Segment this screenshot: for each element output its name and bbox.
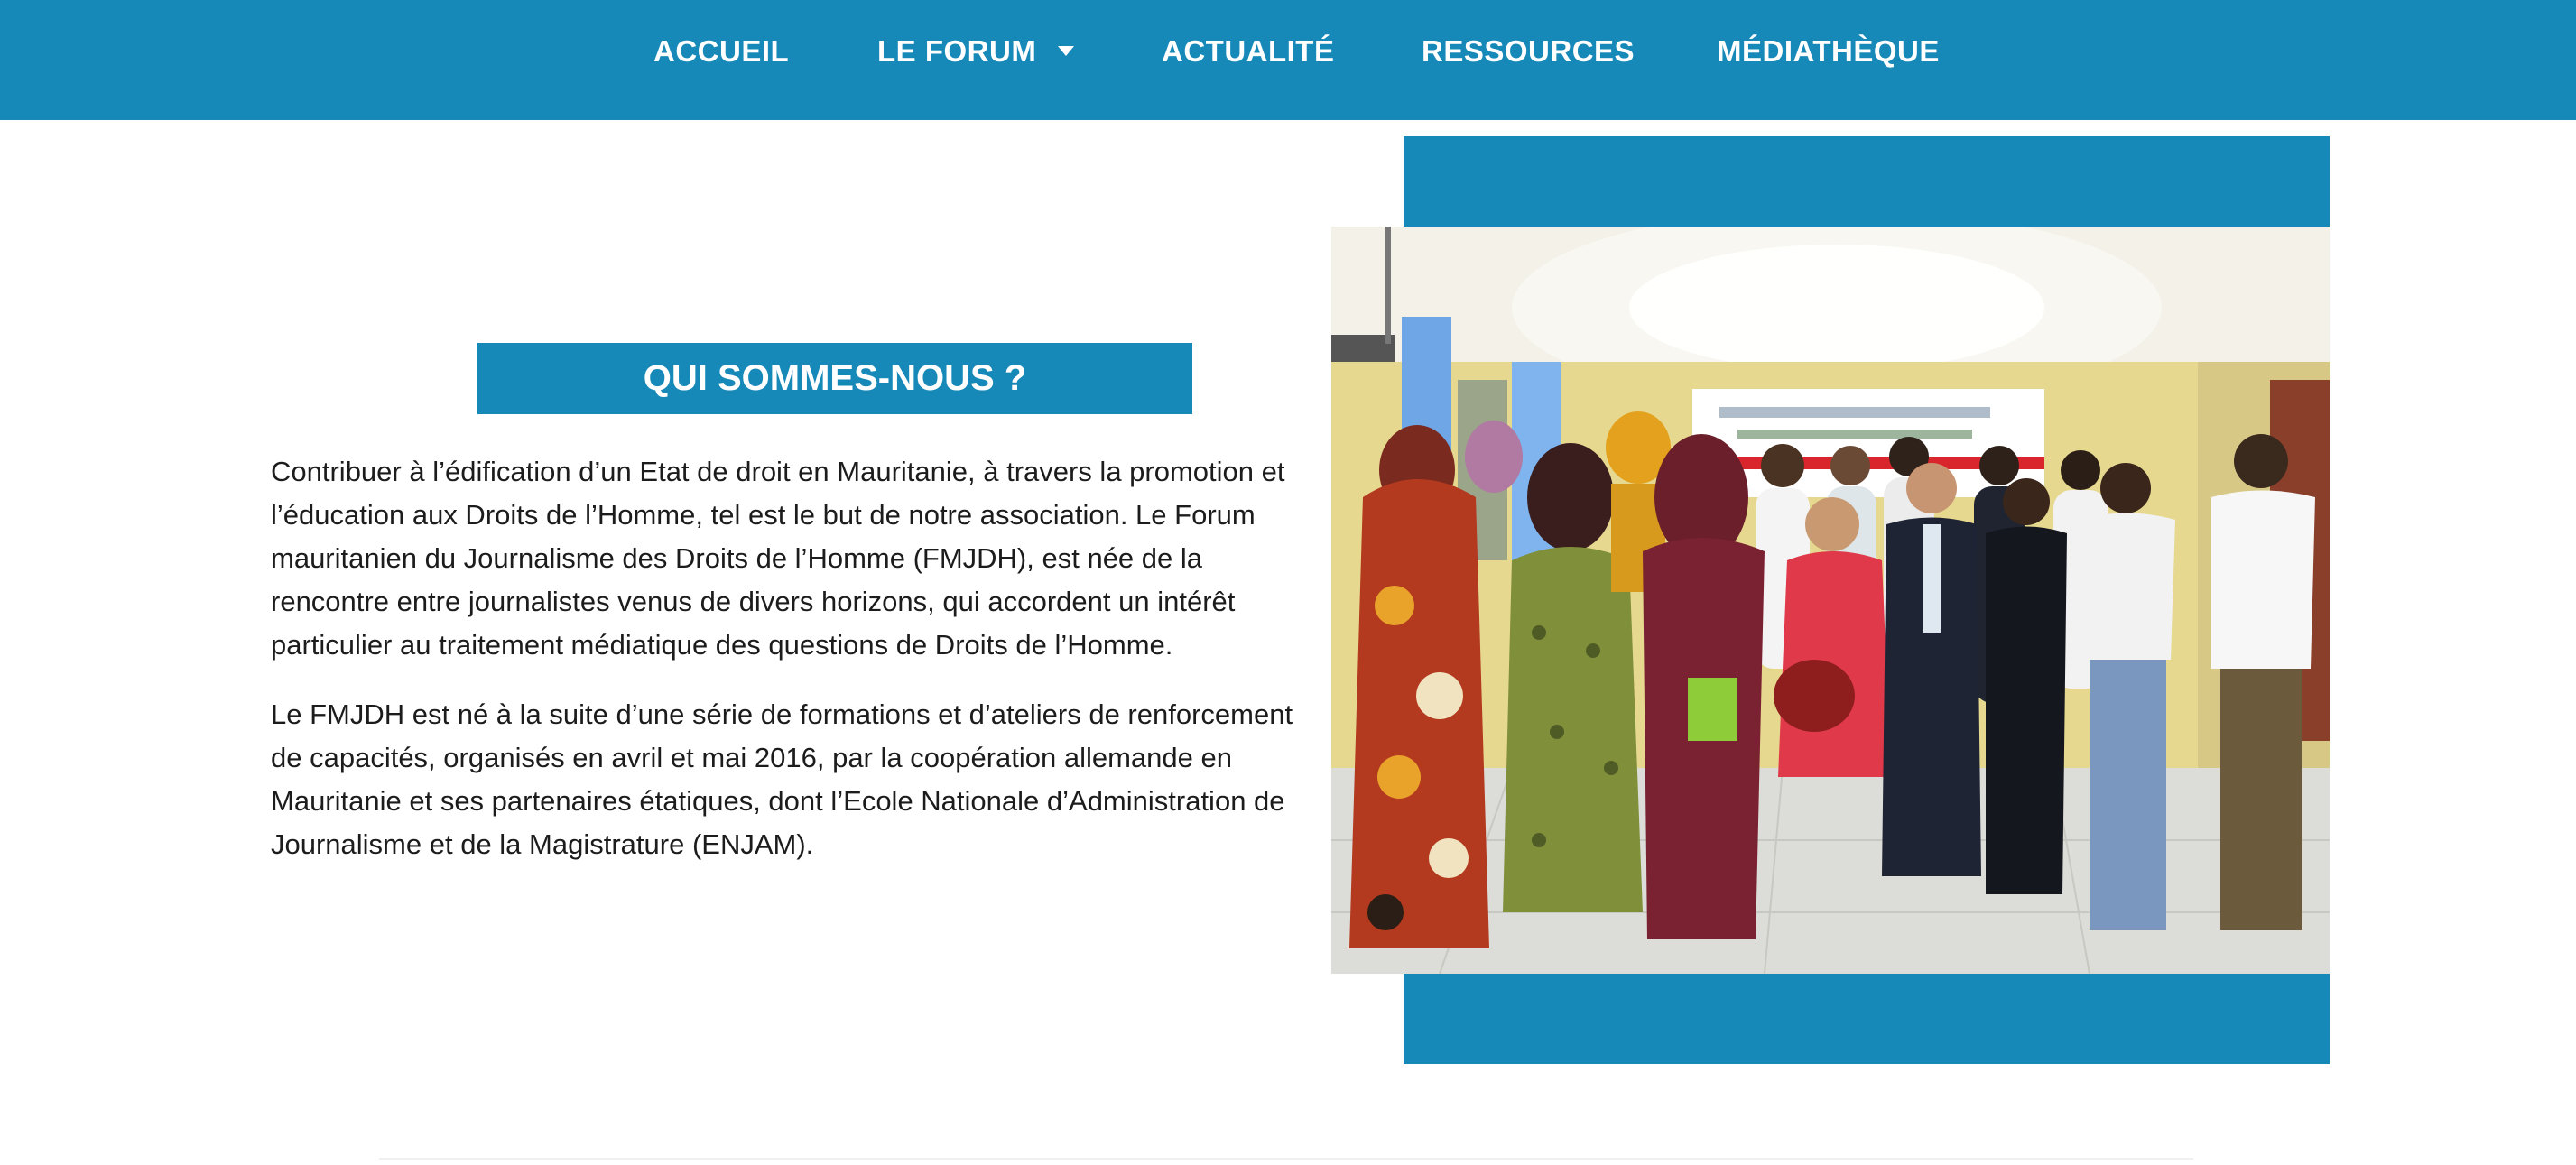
nav-item-mediatheque[interactable]: MÉDIATHÈQUE: [1717, 34, 1940, 68]
section-title: QUI SOMMES-NOUS ?: [477, 343, 1192, 414]
about-paragraph-1: Contribuer à l’édification d’un Etat de droit en Mauritanie, à travers la promotion et l’éducation aux Droits de l’Homme, tel est le but de notre association. Le Forum mauritanien du Journalisme des Droits de l’Homme (FMJDH), est née de la rencontre entre journalistes venus de divers horizons, qui accordent un intérêt particulier au traitement médiatique des questions de Droits de l’Homme.: [271, 456, 1285, 661]
section-divider: [379, 1158, 2193, 1160]
nav-item-actualite[interactable]: ACTUALITÉ: [1162, 34, 1335, 68]
top-navigation: [0, 0, 2576, 120]
nav-item-le-forum[interactable]: [877, 0, 1074, 102]
nav-item-le-forum-label: LE FORUM: [877, 34, 1037, 68]
caret-down-icon[interactable]: [1058, 46, 1074, 56]
about-paragraph-2: Le FMJDH est né à la suite d’une série de formations et d’ateliers de renforcement de capacités, organisés en avril et mai 2016, par la coopération allemande en Mauritanie et ses partenaires étatiques, dont l’Ecole Nationale d’Administration de Journalisme et de la Magistrature (ENJAM).: [271, 698, 1293, 860]
group-photo: [1331, 227, 2330, 974]
nav-item-ressources[interactable]: RESSOURCES: [1422, 34, 1635, 68]
nav-item-accueil[interactable]: ACCUEIL: [653, 34, 790, 68]
